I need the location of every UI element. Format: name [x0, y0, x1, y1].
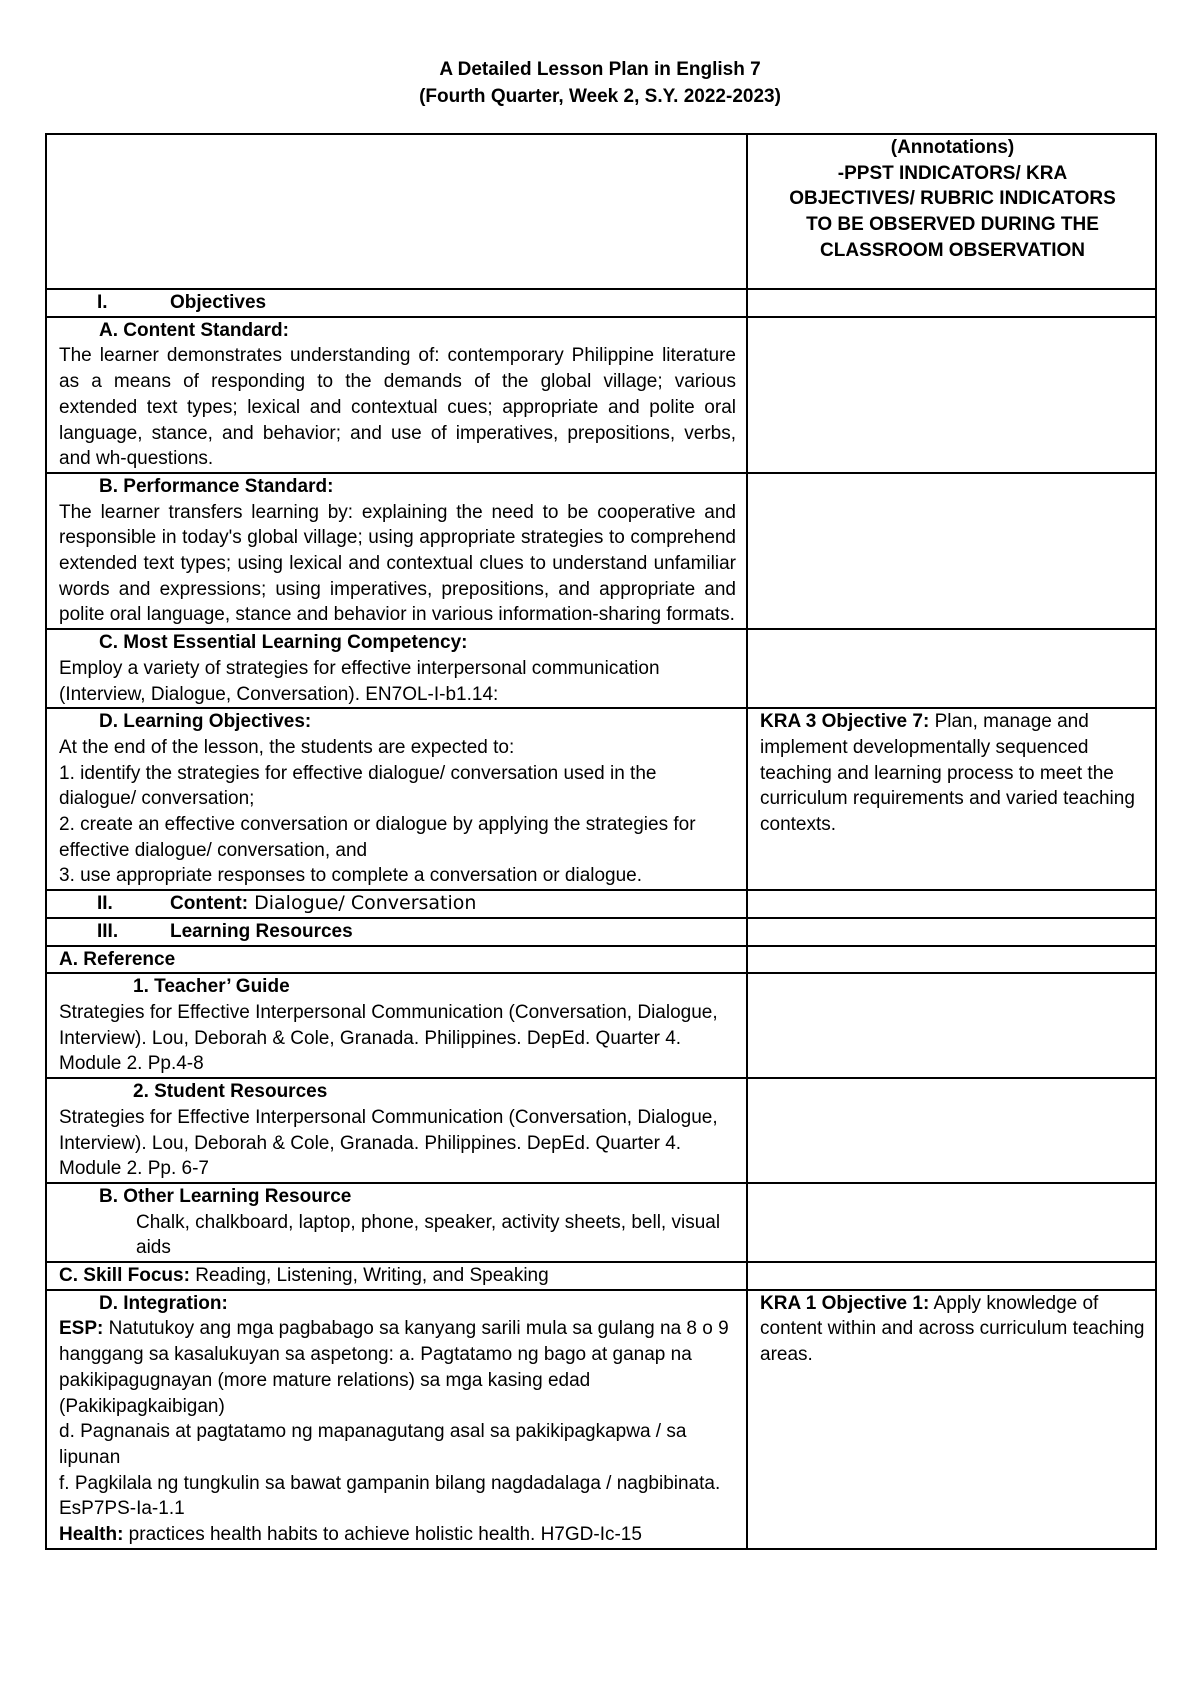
- annotations-header-cell: [747, 134, 1156, 289]
- annotation-cell: [747, 890, 1156, 918]
- learning-objective-item: 2. create an effective conversation or dialogue by applying the strategies for effective dialogue/ conversation, and: [59, 814, 696, 861]
- melc-cell: [46, 629, 747, 708]
- performance-standard-cell: [46, 473, 747, 629]
- content-cell: [46, 890, 747, 918]
- skill-focus-cell: [46, 1262, 747, 1290]
- annotations-label: (Annotations): [890, 137, 1015, 158]
- section-heading: Learning Resources: [170, 920, 353, 942]
- skill-focus-label: C. Skill Focus:: [59, 1265, 190, 1287]
- esp-paragraph: [59, 1316, 736, 1419]
- learning-objective-item: 3. use appropriate responses to complete a conversation or dialogue.: [59, 865, 643, 887]
- melc-heading: C. Most Essential Learning Competency:: [99, 632, 468, 654]
- content-standard-cell: [46, 317, 747, 473]
- learning-objectives-intro: At the end of the lesson, the students are expected to:: [59, 736, 515, 758]
- blank-header-cell: [46, 134, 747, 289]
- health-paragraph: [59, 1522, 736, 1548]
- skill-focus-text: Reading, Listening, Writing, and Speaking: [189, 1265, 549, 1287]
- document-title: A Detailed Lesson Plan in English 7: [439, 59, 761, 80]
- content-standard-heading: A. Content Standard:: [99, 319, 289, 341]
- student-resources-heading: 2. Student Resources: [133, 1081, 328, 1103]
- integration-heading: D. Integration:: [99, 1292, 228, 1314]
- section-numeral: II.: [97, 893, 113, 915]
- reference-heading: A. Reference: [46, 946, 747, 974]
- kra1-text: Apply knowledge of content within and across curriculum teaching areas.: [760, 1292, 1145, 1366]
- kra3-label: KRA 3 Objective 7:: [760, 711, 930, 733]
- teacher-guide-cell: [46, 973, 747, 1078]
- table-row: [46, 918, 1156, 946]
- teacher-guide-text: Strategies for Effective Interpersonal Communication (Conversation, Dialogue, Interview). Lou, Deborah & Cole, Granada. Philippines. DepEd. Quarter 4. Module 2. Pp.4-8: [59, 1001, 718, 1075]
- teacher-guide-heading: 1. Teacher’ Guide: [133, 976, 290, 998]
- table-row: [46, 973, 1156, 1078]
- annotation-cell: [747, 629, 1156, 708]
- table-header-row: [46, 134, 1156, 289]
- annotation-cell: [747, 473, 1156, 629]
- table-row: [46, 890, 1156, 918]
- table-row: [46, 1262, 1156, 1290]
- kra3-text: Plan, manage and implement developmentally sequenced teaching and learning process to meet the curriculum requirements and varied teaching contexts.: [760, 711, 1135, 836]
- table-row: [46, 708, 1156, 890]
- integration-cell: [46, 1290, 747, 1549]
- annotation-cell: [747, 946, 1156, 974]
- student-resources-cell: [46, 1078, 747, 1183]
- annotation-cell: [747, 317, 1156, 473]
- learning-objectives-cell: [46, 708, 747, 890]
- learning-objectives-heading: D. Learning Objectives:: [99, 711, 312, 733]
- health-text: practices health habits to achieve holistic health. H7GD-Ic-15: [123, 1524, 642, 1546]
- annotation-cell: [747, 289, 1156, 317]
- health-label: Health:: [59, 1524, 124, 1546]
- table-row: [46, 946, 1156, 974]
- learning-objective-item: 1. identify the strategies for effective dialogue/ conversation used in the dialogue/ conversation;: [59, 762, 657, 810]
- melc-text: Employ a variety of strategies for effective interpersonal communication (Interview, Dialogue, Conversation). EN7OL-I-b1.14:: [59, 657, 660, 705]
- kra3-annotation-cell: [747, 708, 1156, 890]
- table-row: [46, 629, 1156, 708]
- objectives-heading-cell: [46, 289, 747, 317]
- kra1-label: KRA 1 Objective 1:: [760, 1292, 930, 1314]
- table-row: [46, 289, 1156, 317]
- annotations-description: -PPST INDICATORS/ KRA OBJECTIVES/ RUBRIC INDICATORS TO BE OBSERVED DURING THE CLASSROOM OBSERVATION: [789, 162, 1116, 261]
- student-resources-text: Strategies for Effective Interpersonal Communication (Conversation, Dialogue, Interview). Lou, Deborah & Cole, Granada. Philippines. DepEd. Quarter 4. Module 2. Pp. 6-7: [59, 1106, 718, 1180]
- content-label: Content:: [170, 893, 249, 915]
- section-numeral: III.: [97, 920, 119, 942]
- section-heading: Objectives: [170, 292, 267, 313]
- other-resources-text: Chalk, chalkboard, laptop, phone, speaker, activity sheets, bell, visual aids: [136, 1211, 721, 1259]
- document-subtitle: (Fourth Quarter, Week 2, S.Y. 2022-2023): [419, 86, 781, 107]
- annotation-cell: [747, 1078, 1156, 1183]
- performance-standard-heading: B. Performance Standard:: [99, 475, 334, 497]
- esp-label: ESP:: [59, 1318, 104, 1340]
- kra1-annotation-cell: [747, 1290, 1156, 1549]
- annotation-cell: [747, 1262, 1156, 1290]
- annotation-cell: [747, 973, 1156, 1078]
- other-resources-cell: [46, 1183, 747, 1262]
- esp-text: Natutukoy ang mga pagbabago sa kanyang sarili mula sa gulang na 8 o 9 hanggang sa kasalukuyan sa aspetong: a. Pagtatamo ng bago at ganap na pakikipagugnayan (more mature relations) sa mga kasing edad (Pakikipagkaibigan): [59, 1318, 729, 1417]
- content-topic: Dialogue/ Conversation: [248, 892, 477, 915]
- section-numeral: I.: [97, 292, 108, 313]
- esp-item-d: d. Pagnanais at pagtatamo ng mapanagutang asal sa pakikipagkapwa / sa lipunan: [59, 1421, 687, 1468]
- table-row: [46, 1290, 1156, 1549]
- table-row: [46, 473, 1156, 629]
- table-row: [46, 317, 1156, 473]
- performance-standard-text: The learner transfers learning by: explaining the need to be cooperative and responsible in today's global village; using appropriate strategies to comprehend extended text types; using lexical and contextual clues to understand unfamiliar words and expressions; using imperatives, prepositions, and appropriate and polite oral language, stance and behavior in various information-sharing formats.: [59, 501, 736, 626]
- table-row: [46, 1183, 1156, 1262]
- lesson-plan-table: [45, 133, 1157, 1550]
- other-resources-heading: B. Other Learning Resource: [99, 1185, 352, 1207]
- esp-item-f: f. Pagkilala ng tungkulin sa bawat gampanin bilang nagdadalaga / nagbibinata. EsP7PS-Ia-1.1: [59, 1472, 721, 1520]
- annotation-cell: [747, 1183, 1156, 1262]
- annotation-cell: [747, 918, 1156, 946]
- content-standard-text: The learner demonstrates understanding of: contemporary Philippine literature as a means of responding to the demands of the global village; various extended text types; lexical and contextual cues; appropriate and polite oral language, stance, and behavior; and use of imperatives, prepositions, verbs, and wh-questions.: [59, 345, 736, 470]
- resources-heading-cell: [46, 918, 747, 946]
- table-row: [46, 1078, 1156, 1183]
